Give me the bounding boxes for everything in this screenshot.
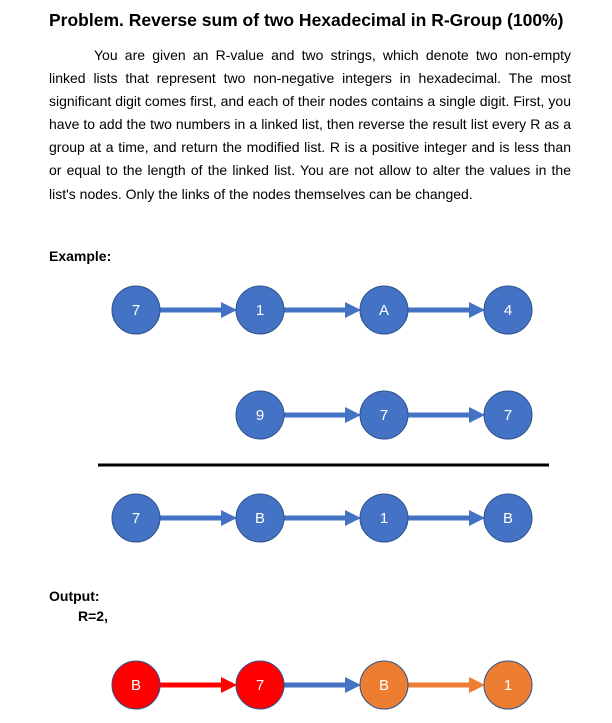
sum-link-arrow-1 — [159, 510, 237, 526]
operand-2-node-value: 7 — [379, 407, 389, 424]
operand-2-node-value: 7 — [503, 407, 513, 424]
output-node-value: 1 — [503, 677, 513, 694]
operand-1-link-arrow-3 — [407, 302, 485, 318]
operand-1-node-value: 1 — [255, 302, 265, 319]
output-link-arrow-3 — [407, 677, 485, 693]
sum-node-2 — [236, 494, 284, 542]
output-node-value: 7 — [255, 677, 265, 694]
operand-2-node-1 — [236, 391, 284, 439]
output-node-3 — [360, 661, 408, 709]
operand-2-node-2 — [360, 391, 408, 439]
operand-1-node-1 — [112, 286, 160, 334]
sum-link-arrow-2 — [283, 510, 361, 526]
operand-1-node-3 — [360, 286, 408, 334]
operand-2-node-value: 9 — [255, 407, 265, 424]
output-node-4 — [484, 661, 532, 709]
sum-node-3 — [360, 494, 408, 542]
operand-2-link-arrow-2 — [407, 407, 485, 423]
output-node-2 — [236, 661, 284, 709]
output-link-arrow-1 — [159, 677, 237, 693]
output-label: Output: — [49, 588, 100, 604]
sum-link-arrow-3 — [407, 510, 485, 526]
output-node-1 — [112, 661, 160, 709]
operand-1-node-value: 7 — [131, 302, 141, 319]
sum-node-1 — [112, 494, 160, 542]
output-node-value: B — [378, 677, 390, 694]
problem-title: Problem. Reverse sum of two Hexadecimal in R-Group (100%) — [49, 10, 564, 30]
sum-node-value: B — [502, 510, 514, 527]
output-node-value: B — [130, 677, 142, 694]
operand-1-node-value: 4 — [503, 302, 513, 319]
operand-2-link-arrow-1 — [283, 407, 361, 423]
sum-node-value: 1 — [379, 510, 389, 527]
sum-node-value: 7 — [131, 510, 141, 527]
example-label: Example: — [49, 248, 112, 264]
problem-description: You are given an R-value and two strings, which denote two non-empty linked lists that represent two non-negative integers in hexadecimal. The most significant digit comes first, and each of their nodes contains a single digit. First, you have to add the two numbers in a linked list, then reverse the result list every R as a group at a time, and return the modified list. R is a positive integer and is less than or equal to the length of the linked list. You are not allow to alter the values in the list's nodes. Only the links of the nodes themselves can be changed. — [49, 47, 571, 202]
operand-1-link-arrow-2 — [283, 302, 361, 318]
sum-node-value: B — [254, 510, 266, 527]
operand-2-node-3 — [484, 391, 532, 439]
operand-1-node-4 — [484, 286, 532, 334]
sum-node-4 — [484, 494, 532, 542]
operand-1-link-arrow-1 — [159, 302, 237, 318]
output-link-arrow-2 — [283, 677, 361, 693]
operand-1-node-2 — [236, 286, 284, 334]
r-value: R=2, — [78, 608, 108, 624]
operand-1-node-value: A — [378, 302, 390, 319]
